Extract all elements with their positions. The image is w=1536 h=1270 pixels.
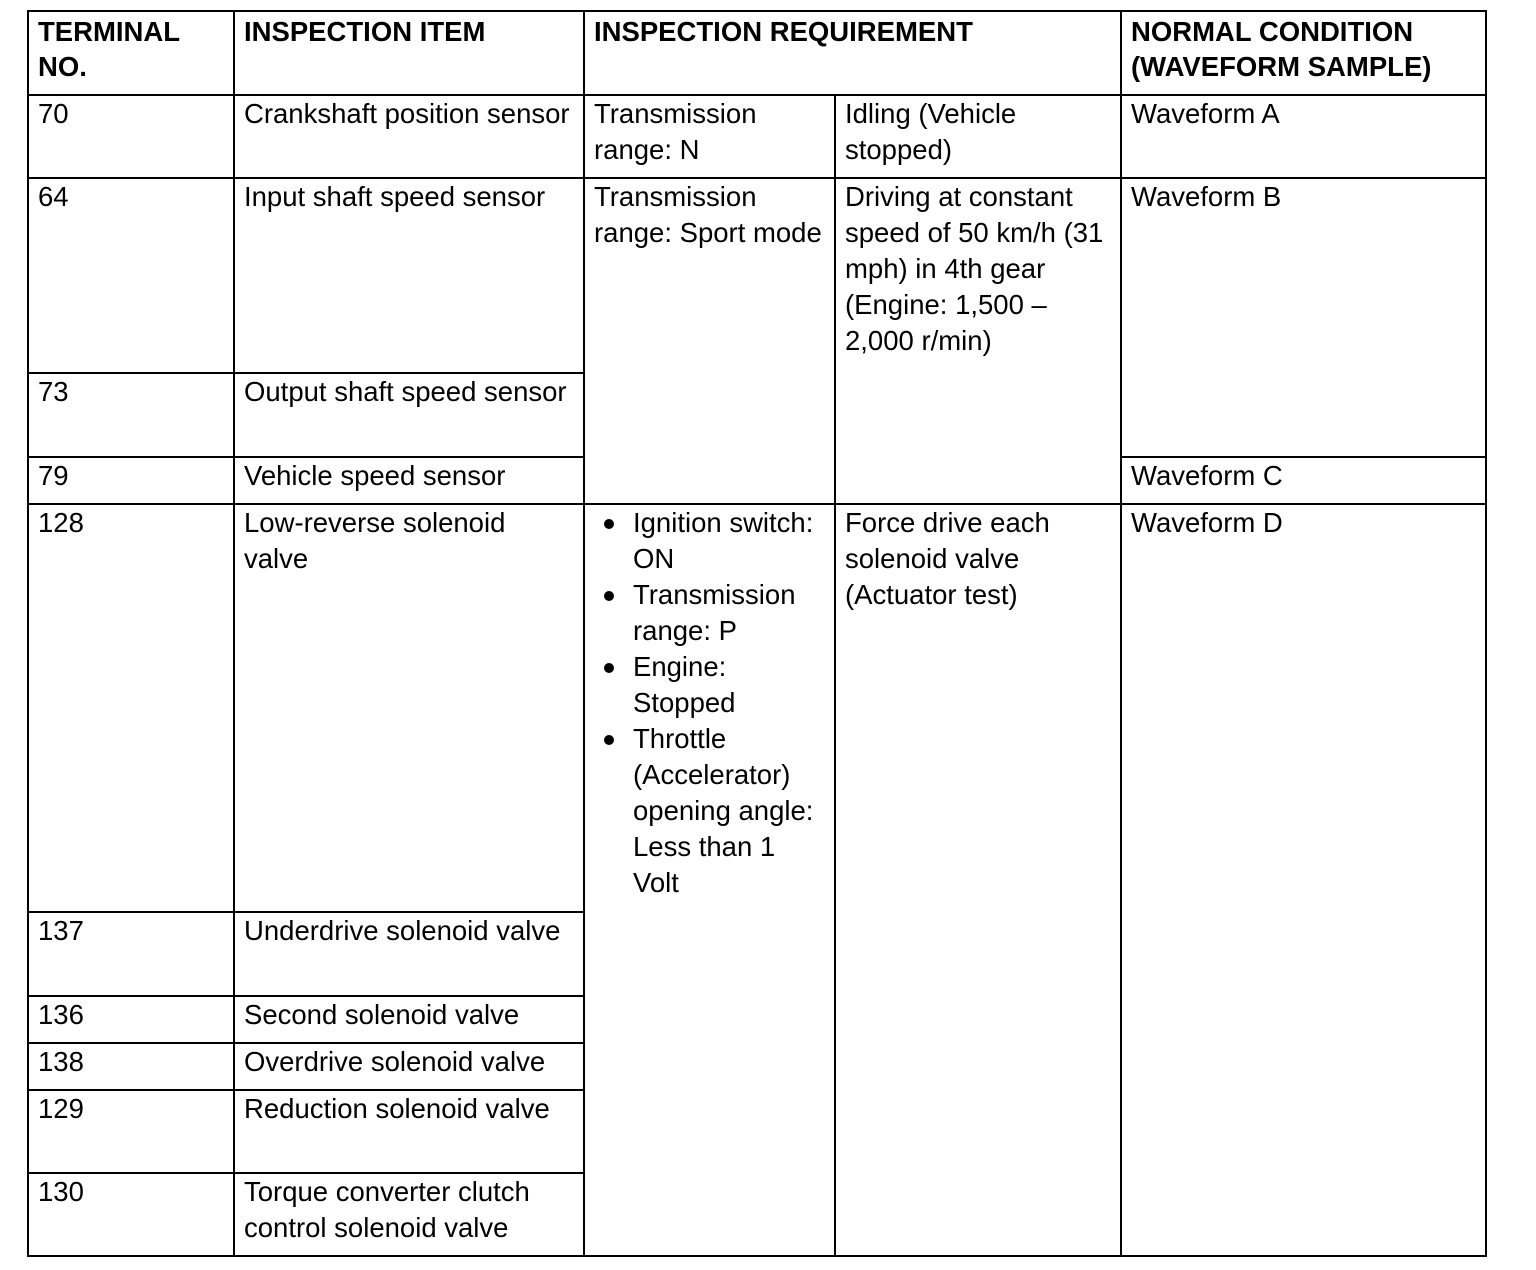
header-inspection-requirement: INSPECTION REQUIREMENT — [584, 11, 1121, 95]
inspection-table — [27, 10, 1487, 1257]
condition-cell: Driving at constant speed of 50 km/h (31 mph) in 4th gear (Engine: 1,500 – 2,000 r/min) — [835, 178, 1121, 504]
item-cell: Input shaft speed sensor — [234, 178, 584, 373]
list-item: Throttle (Accelerator) opening angle: Less than 1 Volt — [633, 721, 828, 901]
item-cell: Torque converter clutch control solenoid valve — [234, 1173, 584, 1256]
requirement-conditions-list — [594, 505, 828, 901]
terminal-cell: 130 — [28, 1173, 234, 1256]
header-terminal: TERMINAL NO. — [28, 11, 234, 95]
waveform-cell: Waveform B — [1121, 178, 1486, 457]
item-cell: Underdrive solenoid valve — [234, 912, 584, 996]
item-cell: Low-reverse solenoid valve — [234, 504, 584, 912]
item-cell: Reduction solenoid valve — [234, 1090, 584, 1173]
table-row — [28, 504, 1486, 912]
range-cell: Transmission range: Sport mode — [584, 178, 835, 504]
terminal-cell: 138 — [28, 1043, 234, 1090]
item-cell: Vehicle speed sensor — [234, 457, 584, 504]
list-item: Transmission range: P — [633, 577, 828, 649]
terminal-cell: 64 — [28, 178, 234, 373]
waveform-cell: Waveform A — [1121, 95, 1486, 178]
terminal-cell: 137 — [28, 912, 234, 996]
table-row — [28, 178, 1486, 373]
item-cell: Output shaft speed sensor — [234, 373, 584, 457]
table-row — [28, 95, 1486, 178]
item-cell: Crankshaft position sensor — [234, 95, 584, 178]
waveform-cell: Waveform D — [1121, 504, 1486, 1256]
terminal-cell: 128 — [28, 504, 234, 912]
terminal-cell: 129 — [28, 1090, 234, 1173]
requirement-conditions-cell — [584, 504, 835, 1256]
header-row — [28, 11, 1486, 95]
terminal-cell: 73 — [28, 373, 234, 457]
waveform-cell: Waveform C — [1121, 457, 1486, 504]
condition-cell: Idling (Vehicle stopped) — [835, 95, 1121, 178]
list-item: Ignition switch: ON — [633, 505, 828, 577]
item-cell: Overdrive solenoid valve — [234, 1043, 584, 1090]
terminal-cell: 70 — [28, 95, 234, 178]
terminal-cell: 79 — [28, 457, 234, 504]
header-normal-condition: NORMAL CONDITION (WAVEFORM SAMPLE) — [1121, 11, 1486, 95]
range-cell: Transmission range: N — [584, 95, 835, 178]
terminal-cell: 136 — [28, 996, 234, 1043]
header-inspection-item: INSPECTION ITEM — [234, 11, 584, 95]
list-item: Engine: Stopped — [633, 649, 828, 721]
condition-cell: Force drive each solenoid valve (Actuator test) — [835, 504, 1121, 1256]
item-cell: Second solenoid valve — [234, 996, 584, 1043]
